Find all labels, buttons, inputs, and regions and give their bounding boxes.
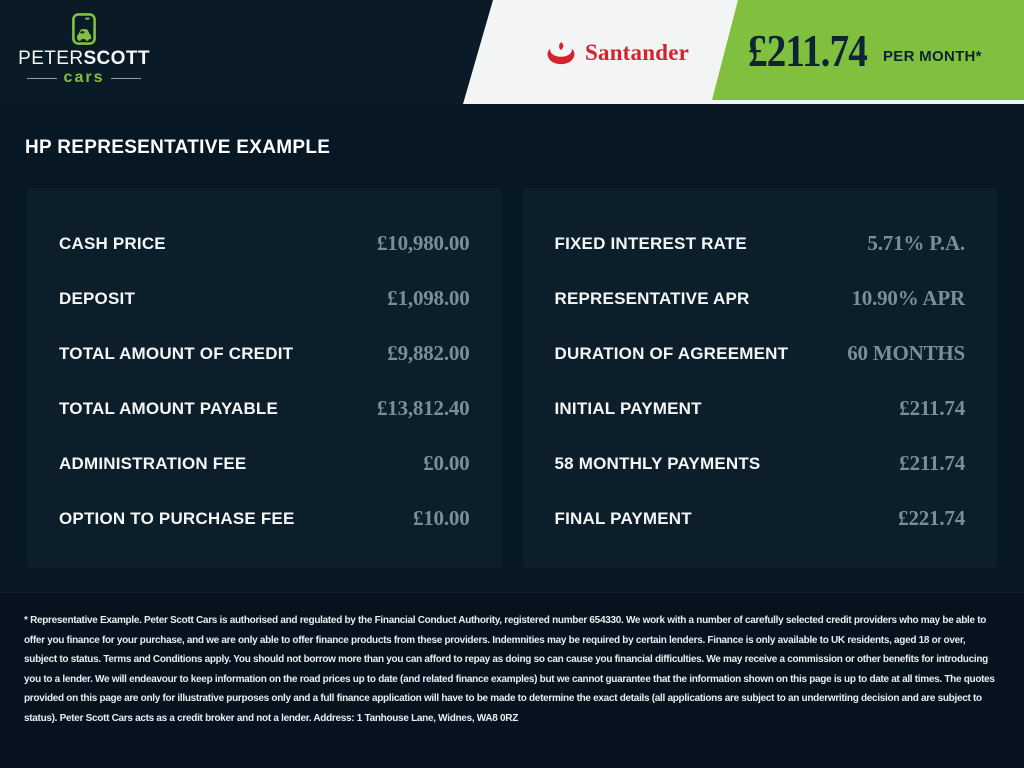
dealer-name xyxy=(18,49,150,68)
table-row-total-payable xyxy=(59,381,470,436)
row-value: £211.74 xyxy=(899,451,965,475)
row-label: INITIAL PAYMENT xyxy=(554,398,702,418)
row-value: 5.71% P.A. xyxy=(867,231,965,255)
row-value: 10.90% APR xyxy=(851,286,965,310)
row-label: OPTION TO PURCHASE FEE xyxy=(59,508,295,528)
row-label: FIXED INTEREST RATE xyxy=(554,233,747,253)
row-value: £0.00 xyxy=(423,451,470,475)
row-label: TOTAL AMOUNT OF CREDIT xyxy=(59,343,294,363)
row-value: £13,812.40 xyxy=(376,396,470,420)
table-row-final-payment xyxy=(555,491,966,546)
row-value: £1,098.00 xyxy=(387,286,470,310)
row-label: TOTAL AMOUNT PAYABLE xyxy=(59,398,279,418)
row-value: £221.74 xyxy=(898,506,965,530)
tagline-rule-left xyxy=(27,78,57,79)
row-value: £211.74 xyxy=(899,396,965,420)
table-row-initial-payment xyxy=(555,381,966,436)
monthly-price: £211.74 xyxy=(748,24,867,76)
table-row-admin-fee xyxy=(59,436,470,491)
table-row-deposit xyxy=(59,271,470,326)
row-value: 60 MONTHS xyxy=(847,341,965,365)
row-label: REPRESENTATIVE APR xyxy=(554,288,750,308)
row-label: ADMINISTRATION FEE xyxy=(59,453,247,473)
dealer-tagline xyxy=(27,70,142,86)
price-period: PER MONTH* xyxy=(882,47,982,65)
page-title: HP REPRESENTATIVE EXAMPLE xyxy=(25,137,331,158)
row-label: CASH PRICE xyxy=(59,233,166,253)
table-row-duration xyxy=(555,326,966,381)
row-label: FINAL PAYMENT xyxy=(554,508,692,528)
row-label: DURATION OF AGREEMENT xyxy=(554,343,789,363)
header-banner xyxy=(0,0,1024,104)
table-row-interest-rate xyxy=(555,216,966,271)
row-value: £10,980.00 xyxy=(376,231,470,255)
disclaimer-text: * Representative Example. Peter Scott Cars is authorised and regulated by the Financial Conduct Authority, registered number 654330. We work with a number of carefully selected credit providers who may be able to offer you finance for your purchase, and we are only able to offer finance products from these providers. Indemnities may be required by certain lenders. Finance is only available to UK residents, aged 18 or over, subject to status. Terms and Conditions apply. You should not borrow more than you can afford to repay as doing so can cause you financial difficulties. We may receive a commission or other benefits for introducing you to a lender. We will endeavour to keep information on the road prices up to date (and related finance examples) but we cannot guarantee that the information shown on this page is up to date at all times. The quotes provided on this page are only for illustrative purposes only and a full finance application will have to be made to determine the exact details (all applications are subject to an underwriting decision and are subject to status). Peter Scott Cars acts as a credit broker and not a lender. Address: 1 Tanhouse Lane, Widnes, WA8 0RZ xyxy=(24,615,995,724)
row-value: £10.00 xyxy=(412,506,470,530)
finance-example-body xyxy=(0,104,1024,592)
row-label: DEPOSIT xyxy=(59,288,136,308)
table-row-monthly-payments xyxy=(555,436,966,491)
car-phone-icon xyxy=(72,13,96,45)
row-label: 58 MONTHLY PAYMENTS xyxy=(554,453,761,473)
dealer-name-light: PETER xyxy=(18,48,84,69)
tagline-text: cars xyxy=(63,69,105,86)
table-row-cash-price xyxy=(59,216,470,271)
disclaimer-section xyxy=(0,592,1024,768)
tagline-rule-right xyxy=(111,78,141,79)
table-row-purchase-fee xyxy=(59,491,470,546)
monthly-price-banner xyxy=(748,0,982,100)
row-value: £9,882.00 xyxy=(387,341,470,365)
dealer-logo xyxy=(18,13,150,86)
dealer-name-bold: SCOTT xyxy=(83,48,150,69)
table-row-total-credit xyxy=(59,326,470,381)
finance-tables xyxy=(27,188,997,568)
table-row-apr xyxy=(555,271,966,326)
santander-flame-icon xyxy=(546,42,576,65)
finance-table-right xyxy=(523,188,998,568)
lender-name: Santander xyxy=(585,40,690,65)
lender-logo xyxy=(546,40,689,66)
finance-table-left xyxy=(27,188,502,568)
